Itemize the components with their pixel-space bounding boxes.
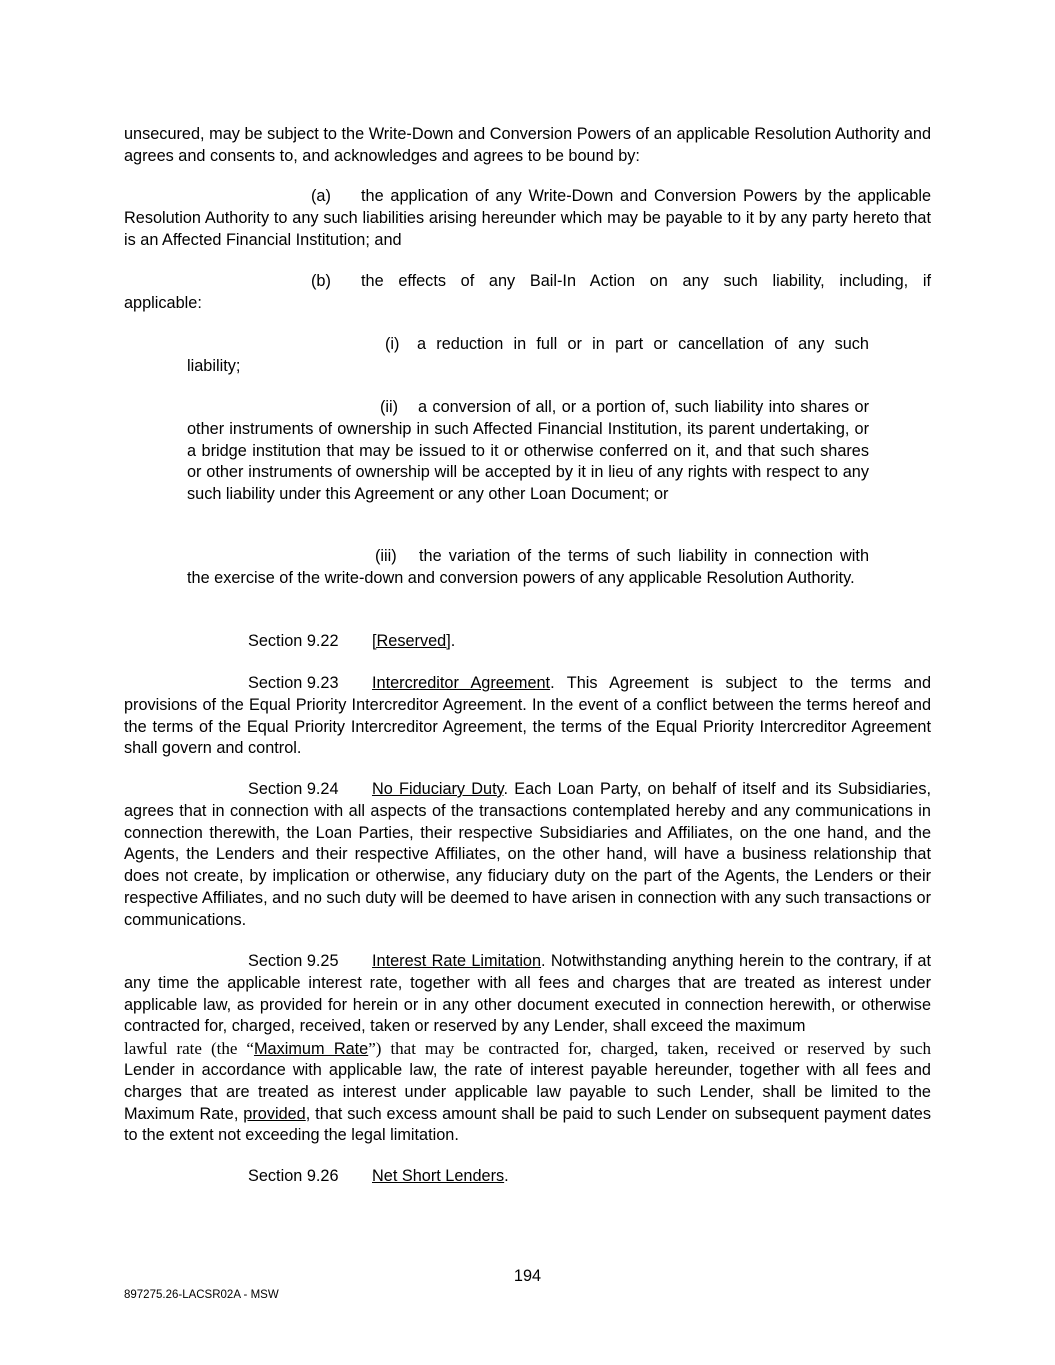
section-9-25-part3 <box>124 1060 931 1147</box>
item-ii-label: (ii) <box>380 398 399 416</box>
section-9-24-number: Section 9.24 <box>248 780 339 798</box>
section-9-25-text2b: ”) that may be contracted for, charged, taken, received or reserved by such <box>368 1039 931 1058</box>
item-ii-paragraph <box>187 397 869 506</box>
item-i-text: a reduction in full or in part or cancellation of any such <box>417 335 869 353</box>
item-i-paragraph <box>187 334 869 356</box>
section-9-26-tail: . <box>504 1167 509 1185</box>
item-iii-text: the variation of the terms of such liability in connection with the exercise of the write-down and conversion powers of any applicable Resolution Authority. <box>187 547 869 587</box>
section-9-22-tail: . <box>450 632 456 650</box>
item-i-cont-text: liability; <box>187 357 241 375</box>
item-iii-paragraph <box>187 546 869 590</box>
item-a-label: (a) <box>311 187 331 205</box>
section-9-24-text: . Each Loan Party, on behalf of itself and its Subsidiaries, agrees that in connection with all aspects of the transactions contemplated hereby and any communications in connection therewith, the Loan Parties, their respective Subsidiaries and Affiliates, on the one hand, and the Agents, the Lenders and their respective Affiliates, on the other hand, will have a business relationship that does not create, by implication or otherwise, any fiduciary duty on the part of the Agents, the Lenders or their respective Affiliates, and no such duty will be deemed to have arisen in connection with any such transactions or communications. <box>124 780 931 929</box>
item-i-label: (i) <box>385 335 400 353</box>
item-b-paragraph <box>124 271 931 293</box>
section-9-25-title: Interest Rate Limitation <box>372 952 542 970</box>
section-9-22 <box>124 631 931 653</box>
item-ii-text: a conversion of all, or a portion of, such liability into shares or other instruments of ownership in such Affected Financial Institution, its parent undertaking, or a bridge institution that may be issued to it or otherwise conferred on it, and that such shares or other instruments of ownership will be accepted by it in lieu of any rights with respect to any such liability under this Agreement or any other Loan Document; or <box>187 398 869 504</box>
item-b-text: the effects of any Bail-In Action on any such liability, including, if <box>361 272 931 290</box>
item-a-paragraph <box>124 186 931 251</box>
maximum-rate-term: Maximum Rate <box>253 1040 369 1058</box>
section-9-26 <box>124 1166 931 1188</box>
item-a-text: the application of any Write-Down and Conversion Powers by the applicable Resolution Authority to any such liabilities arising hereunder which may be payable to it by any party hereto that is an Affected Financial Institution; and <box>124 187 931 249</box>
section-9-25-part1 <box>124 951 931 1038</box>
section-9-25-number: Section 9.25 <box>248 952 339 970</box>
intro-text: unsecured, may be subject to the Write-Down and Conversion Powers of an applicable Resolution Authority and agrees and consents to, and acknowledges and agrees to be bound by: <box>124 125 931 165</box>
item-iii-label: (iii) <box>375 547 397 565</box>
section-9-23-text: . This Agreement is subject to the terms and provisions of the Equal Priority Intercreditor Agreement. In the event of a conflict between the terms hereof and the terms of the Equal Priority Intercreditor Agreement, the terms of the Equal Priority Intercreditor Agreement shall govern and control. <box>124 674 932 758</box>
item-i-continuation <box>187 356 869 378</box>
item-b-cont-text: applicable: <box>124 294 202 312</box>
section-9-24 <box>124 779 931 932</box>
document-footer-id: 897275.26-LACSR02A - MSW <box>124 1289 279 1301</box>
section-9-23-title: Intercreditor Agreement <box>372 674 551 692</box>
section-9-22-title: [Reserved] <box>372 632 451 650</box>
section-9-25-text3b: , that such excess amount shall be paid to such Lender on subsequent payment dates to the extent not exceeding the legal limitation. <box>124 1104 931 1145</box>
section-9-25-text3a: Lender in accordance with applicable law, the rate of interest payable hereunder, together with all fees and charges that are treated as interest under applicable law payable to such Lender, shall be limited to the Maximum Rate, <box>124 1061 931 1123</box>
section-9-25-text2a: lawful rate (the “ <box>124 1039 254 1058</box>
item-b-label: (b) <box>311 272 331 290</box>
provided-term: provided <box>243 1104 306 1123</box>
item-b-continuation <box>124 293 931 315</box>
section-9-26-title: Net Short Lenders <box>372 1167 505 1185</box>
section-9-25-text1: . Notwithstanding anything herein to the contrary, if at any time the applicable interest rate, together with all fees and charges that are treated as interest under applicable law, as provided for herein or in any other document executed in connection herewith, or otherwise contracted for, charged, received, taken or reserved by any Lender, shall exceed the maximum <box>124 952 931 1036</box>
section-9-26-number: Section 9.26 <box>248 1167 339 1185</box>
section-9-24-title: No Fiduciary Duty <box>372 780 504 798</box>
section-9-23-number: Section 9.23 <box>248 674 339 692</box>
section-9-22-number: Section 9.22 <box>248 632 339 650</box>
intro-paragraph <box>124 124 931 168</box>
page-number: 194 <box>513 1267 542 1285</box>
section-9-23 <box>124 673 931 760</box>
section-9-25-part2 <box>124 1038 931 1061</box>
